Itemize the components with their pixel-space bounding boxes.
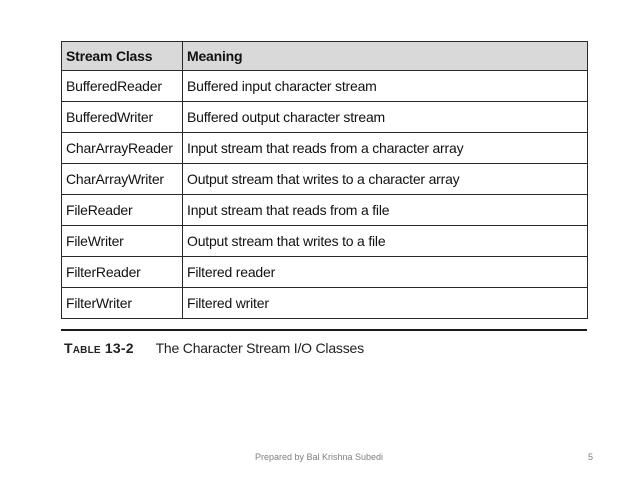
meaning-cell: Buffered output character stream <box>183 102 588 133</box>
stream-class-cell: FilterReader <box>62 257 183 288</box>
stream-class-cell: BufferedReader <box>62 71 183 102</box>
table-row <box>62 288 588 319</box>
meaning-cell: Filtered writer <box>183 288 588 319</box>
table-caption-text: The Character Stream I/O Classes <box>155 340 364 356</box>
meaning-cell: Filtered reader <box>183 257 588 288</box>
table-row <box>62 71 588 102</box>
table-row <box>62 257 588 288</box>
meaning-cell: Buffered input character stream <box>183 71 588 102</box>
footer-author: Prepared by Bal Krishna Subedi <box>254 452 384 462</box>
table-row <box>62 195 588 226</box>
table-caption <box>64 340 364 356</box>
stream-class-cell: FilterWriter <box>62 288 183 319</box>
table-row <box>62 133 588 164</box>
stream-class-cell: FileReader <box>62 195 183 226</box>
table-caption-label: Table 13-2 <box>64 340 134 356</box>
header-meaning: Meaning <box>183 42 588 71</box>
meaning-cell: Output stream that writes to a file <box>183 226 588 257</box>
table-row <box>62 164 588 195</box>
meaning-cell: Input stream that reads from a character array <box>183 133 588 164</box>
page-number: 5 <box>588 452 594 462</box>
table-header-row <box>62 42 588 71</box>
table-row <box>62 226 588 257</box>
stream-class-cell: CharArrayReader <box>62 133 183 164</box>
stream-class-cell: CharArrayWriter <box>62 164 183 195</box>
stream-class-cell: BufferedWriter <box>62 102 183 133</box>
stream-class-table <box>61 41 588 319</box>
stream-class-cell: FileWriter <box>62 226 183 257</box>
header-stream-class: Stream Class <box>62 42 183 71</box>
meaning-cell: Output stream that writes to a character array <box>183 164 588 195</box>
stream-class-table-container <box>61 41 587 319</box>
meaning-cell: Input stream that reads from a file <box>183 195 588 226</box>
table-caption-rule <box>61 329 587 331</box>
table-row <box>62 102 588 133</box>
